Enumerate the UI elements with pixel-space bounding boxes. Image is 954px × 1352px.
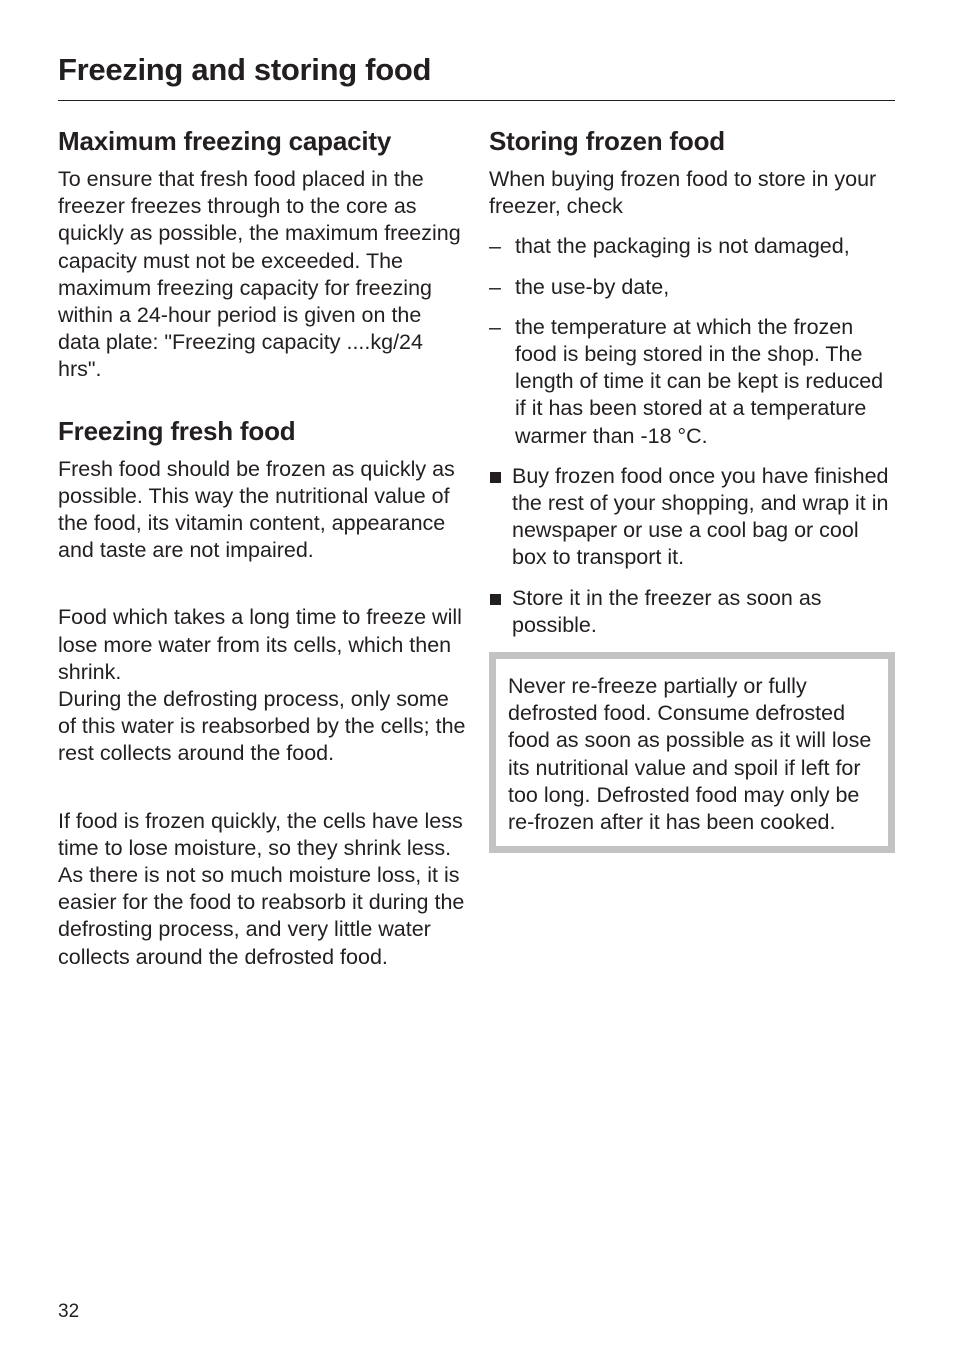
storing-frozen-food-heading: Storing frozen food [489,126,725,156]
instruction-list [489,463,895,639]
freezing-fresh-food-para3: If food is frozen quickly, the cells have less time to lose moisture, so they shrink less. As there is not so much moisture loss, it is easier for the food to reabsorb it during the defrosting process, and very little water collects around the defrosted food. [58,808,465,969]
list-item [489,585,895,639]
list-item [489,274,895,301]
max-freezing-capacity-text: To ensure that fresh food placed in the freezer freezes through to the core as quickly as possible, the maximum freezing capacity must not be exceeded. The maximum freezing capacity for freezing within a 24-hour period is given on the data plate: "Freezing capacity ....kg/24 hrs". [58,167,461,382]
list-item [489,314,895,450]
freezing-fresh-food-para2b: During the defrosting process, only some of this water is reabsorbed by the cells; the rest collects around the food. [58,687,466,766]
page-number: 32 [58,1301,80,1322]
list-item [489,233,895,260]
max-freezing-capacity-heading: Maximum freezing capacity [58,126,392,156]
list-item [489,463,895,572]
list-item-text: that the packaging is not damaged, [515,234,850,259]
title-divider [58,100,895,101]
storing-frozen-food-intro: When buying frozen food to store in your freezer, check [489,167,877,219]
dash-marker: – [489,314,501,339]
list-item-text: the use-by date, [515,274,670,299]
page-title: Freezing and storing food [58,52,432,87]
dash-marker: – [489,274,501,299]
list-item-text: the temperature at which the frozen food is being stored in the shop. The length of time it can be kept is reduced if it has been stored at a temperature warmer than -18 °C. [515,314,884,448]
freezing-fresh-food-para2a: Food which takes a long time to freeze will lose more water from its cells, which then shrink. [58,605,462,684]
left-column [58,124,468,971]
right-column [489,124,895,853]
warning-text: Never re-freeze partially or fully defrosted food. Consume defrosted food as soon as possible as it will lose its nutritional value and spoil if left for too long. Defrosted food may only be re-frozen after it has been cooked. [508,674,872,835]
warning-box [489,652,895,853]
list-item-text: Buy frozen food once you have finished the rest of your shopping, and wrap it in newspaper or use a cool bag or cool box to transport it. [512,463,889,570]
freezing-fresh-food-heading: Freezing fresh food [58,415,296,446]
square-bullet-icon [490,594,501,605]
square-bullet-icon [490,472,501,483]
check-list [489,233,895,449]
dash-marker: – [489,234,501,259]
list-item-text: Store it in the freezer as soon as possible. [512,585,822,637]
freezing-fresh-food-para1: Fresh food should be frozen as quickly as possible. This way the nutritional value of the food, its vitamin content, appearance and taste are not impaired. [58,456,455,563]
